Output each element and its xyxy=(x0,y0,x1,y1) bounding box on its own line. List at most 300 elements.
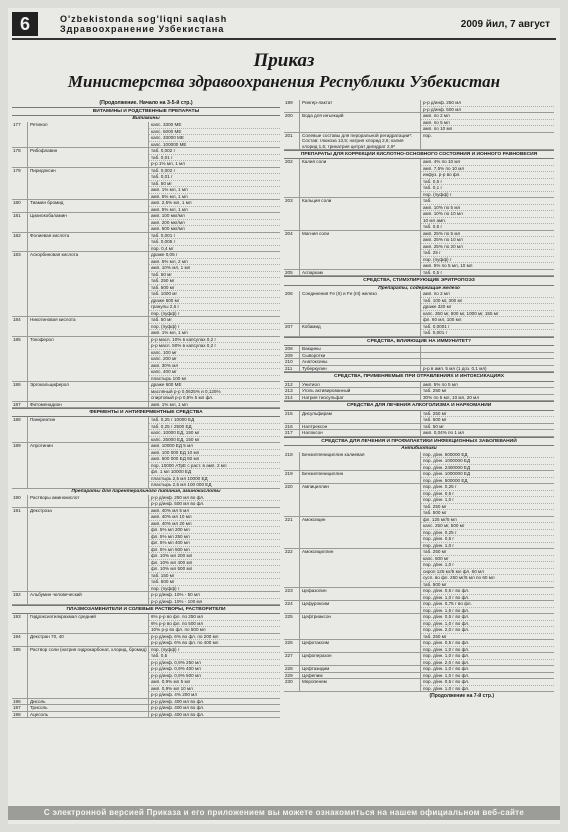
dosage-form: амп. 1% мл, 1 мл xyxy=(151,330,188,335)
drug-name: Дисоль xyxy=(28,699,149,705)
dosage-forms xyxy=(421,133,554,150)
dosage-forms xyxy=(149,148,280,167)
dosage-form: амп. 1% мл, 1 мл xyxy=(151,401,188,407)
drug-entry-row xyxy=(284,198,554,231)
website-footer-banner: С электронной версией Приказа и его приложением вы можете ознакомиться на нашем официальном веб-сайте xyxy=(8,806,560,820)
drug-name: Никотиновая кислота xyxy=(28,317,149,336)
dosage-form: р-р в амп. 5 мл (1 доз. 0,1 мл) xyxy=(423,365,487,371)
dosage-forms xyxy=(149,592,280,604)
dosage-forms xyxy=(149,443,280,488)
entry-number: 225 xyxy=(284,614,300,639)
dosage-form: фл. 5% мл 250 мл xyxy=(149,534,280,541)
entry-number: 220 xyxy=(284,484,300,516)
dosage-form: пор. xyxy=(423,132,432,138)
entry-number: 188 xyxy=(12,417,28,442)
entry-number: 180 xyxy=(12,200,28,212)
section-heading: СРЕДСТВА, ПРИМЕНЯЕМЫЕ ПРИ ОТРАВЛЕНИЯХ И ИНТОКСИКАЦИЯХ xyxy=(284,372,554,381)
drug-entry-row xyxy=(284,324,554,337)
dosage-form: р-р д/инф. 6% во фл. по 400 мл xyxy=(151,640,219,646)
dosage-form: р-р д/инф. 0,9% 250 мл xyxy=(149,660,280,667)
dosage-form: 30% по 5 мл, 10 мл, 20 мл xyxy=(423,394,480,400)
dosage-forms xyxy=(149,712,280,718)
dosage-form: пор. д/ин. 2,0 г во фл. xyxy=(423,659,470,665)
dosage-form: фл. 10% мл 200 мл xyxy=(149,553,280,560)
entry-number: 222 xyxy=(284,549,300,587)
dosage-form: фл. 5% мл 400 мл xyxy=(149,540,280,547)
section-heading: ВИТАМИНЫ И РОДСТВЕННЫЕ ПРЕПАРАТЫ xyxy=(12,107,280,116)
dosage-form: амп. 200 мкг/мл xyxy=(149,220,280,227)
dosage-form: р-р д/инф. 500 мл во фл. xyxy=(151,501,205,506)
dosage-form: пор. д/ин. 0,5 г во фл. xyxy=(421,640,554,647)
dosage-form: пор. (пуфф) г xyxy=(149,647,280,654)
dosage-form: пор. (пуфф) г xyxy=(149,324,280,331)
dosage-form: таб. 150 мг xyxy=(149,573,280,580)
dosage-form: таб. 0,001 г xyxy=(423,330,448,336)
drug-entry-row xyxy=(12,337,280,383)
subsection-heading: Препараты, содержащие железо xyxy=(378,285,460,291)
drug-name: Уголь активированный xyxy=(300,388,421,394)
dosage-forms xyxy=(421,411,554,423)
entry-number: 192 xyxy=(12,592,28,604)
dosage-form: р-р д/инф. 10% - 50 мл xyxy=(149,592,280,599)
drug-entry-row xyxy=(12,213,280,233)
drug-name: Дисульфирам xyxy=(300,411,421,423)
dosage-form: пор. д/ин. 2,0 г во фл. xyxy=(421,627,554,634)
dosage-form: капс. 5000 МЕ xyxy=(149,129,280,136)
entry-number: 197 xyxy=(12,705,28,711)
entry-number: 217 xyxy=(284,430,300,436)
drug-name: Налоксон xyxy=(300,430,421,436)
ministry-title: Министерства здравоохранения Республики Узбекистан xyxy=(67,72,501,91)
newspaper-title-ru: Здравоохранение Узбекистана xyxy=(60,24,225,34)
dosage-form: амп. 5% по 5 мл xyxy=(423,381,458,387)
section-heading: СРЕДСТВА ДЛЯ ЛЕЧЕНИЯ И ПРОФИЛАКТИКИ ИНФЕКЦИОННЫХ ЗАБОЛЕВАНИЙ xyxy=(284,437,554,446)
dosage-form: капс. 400 мг xyxy=(149,369,280,376)
dosage-form xyxy=(421,346,554,352)
drug-entry-row xyxy=(12,647,280,699)
drug-name: Аскорбиновая кислота xyxy=(28,252,149,316)
drug-name: Сыворотки xyxy=(300,353,421,359)
dosage-form: таб. 50 мг xyxy=(149,181,280,188)
drug-entry-row xyxy=(284,588,554,601)
dosage-forms xyxy=(421,359,554,365)
drug-entry-row xyxy=(12,382,280,402)
newspaper-title-uz: O'zbekistonda sog'liqni saqlash xyxy=(60,14,228,24)
dosage-form: р-р масл. 10% в капсулах 0,2 г xyxy=(149,337,280,344)
entry-number: 181 xyxy=(12,213,28,232)
dosage-form: амп. 25% по 20 мл xyxy=(421,244,554,251)
dosage-form: капс. 100000 МЕ xyxy=(151,141,187,147)
dosage-form: пор. д/ин. 1,0 г во фл. xyxy=(421,653,554,660)
dosage-form: таб. 0,5 г xyxy=(421,179,554,186)
dosage-form: таб. 0,0001 г xyxy=(421,324,554,331)
entry-number: 205 xyxy=(284,270,300,276)
continuation-note: (Продолжение на 7-й стр.) xyxy=(429,693,494,700)
dosage-form: пор. д/ин. 0,75 г во фл. xyxy=(421,601,554,608)
drug-entry-row xyxy=(12,495,280,508)
drug-name: Ацесоль xyxy=(28,712,149,718)
dosage-form: сироп 125 мг/5 мл фл. 60 мл xyxy=(421,569,554,576)
dosage-forms xyxy=(149,402,280,408)
drug-entry-row xyxy=(284,679,554,692)
entry-number: 216 xyxy=(284,424,300,430)
drug-name: Аспаркам xyxy=(300,270,421,276)
dosage-form: таб. 0,001 г xyxy=(149,233,280,240)
newspaper-page xyxy=(8,8,560,824)
section-heading: ПЛАЗМОЗАМЕНИТЕЛИ И СОЛЕВЫЕ РАСТВОРЫ, РАСТВОРИТЕЛИ xyxy=(12,605,280,614)
dosage-forms xyxy=(421,366,554,372)
dosage-form: амп. 7,5% по 10 мл xyxy=(421,166,554,173)
dosage-form: амп. 0,04% по 1 мл xyxy=(423,430,465,436)
dosage-form: масляный р-р 0,0625% и 0,125% xyxy=(149,389,280,396)
dosage-form: пластырь 2,5 мл 100 000 ЕД xyxy=(151,482,212,488)
subsection-heading: Витамины xyxy=(132,116,160,122)
drug-name: Налтрексон xyxy=(300,424,421,430)
dosage-form: 10 мл амп. xyxy=(421,218,554,225)
dosage-forms xyxy=(149,213,280,232)
drug-name: Анатоксины xyxy=(300,359,421,365)
dosage-form: амп. 100 мкг/мл xyxy=(149,213,280,220)
dosage-forms xyxy=(421,601,554,613)
drug-entry-row xyxy=(284,100,554,113)
dosage-forms xyxy=(421,324,554,336)
dosage-form: капс. 3300 МЕ xyxy=(149,122,280,129)
dosage-forms xyxy=(421,270,554,276)
dosage-form: пор. д/ин. 1,0 г xyxy=(421,497,554,504)
drug-name: Рингер-лактат xyxy=(300,100,421,112)
drug-name: Ретинол xyxy=(28,122,149,147)
dosage-form: амп. 2,5% мл, 1 мл xyxy=(149,200,280,207)
drug-name: Кобамид xyxy=(300,324,421,336)
dosage-form: р-р д/инф. 400 мл во фл. xyxy=(151,711,205,717)
dosage-form: амп. по 2 мл xyxy=(421,291,554,298)
continuation-note: (Продолжение. Начало на 3-5-й стр.) xyxy=(99,100,193,106)
dosage-form: амп. 0,9% мл 10 мл xyxy=(149,686,280,693)
entry-number: 209 xyxy=(284,353,300,359)
drug-name: Ампициллин xyxy=(300,484,421,516)
entry-number: 202 xyxy=(284,159,300,197)
dosage-forms xyxy=(149,634,280,646)
dosage-form: пор. д/ин. 500000 ЕД xyxy=(423,477,468,483)
entry-number: 194 xyxy=(12,634,28,646)
dosage-form: пор. д/ин. 1,0 г во фл. xyxy=(423,672,470,678)
dosage-form: р-р д/инф. 10% - 100 мл xyxy=(151,598,203,604)
dosage-forms xyxy=(149,705,280,711)
dosage-forms xyxy=(421,424,554,430)
dosage-form: таб. 100 мг, 300 мг xyxy=(421,298,554,305)
dosage-form: драже 500 мг xyxy=(149,298,280,305)
entry-number: 200 xyxy=(284,113,300,132)
drug-name: Вода для инъекций xyxy=(300,113,421,132)
dosage-forms xyxy=(421,588,554,600)
dosage-forms xyxy=(421,614,554,639)
dosage-form: амп. 40% мл 20 мл xyxy=(149,521,280,528)
dosage-form: амп. по 2 мл xyxy=(421,113,554,120)
dosage-form: пор. д/ин. 0,25 г xyxy=(421,530,554,537)
dosage-form: капс. 33000 МЕ xyxy=(149,135,280,142)
dosage-form: амп. 500 мкг/мл xyxy=(151,226,185,231)
dosage-form: таб. 500 мг xyxy=(149,285,280,292)
dosage-form: таб. 250 мг xyxy=(423,633,447,639)
drug-entry-row xyxy=(12,233,280,253)
dosage-forms xyxy=(421,100,554,112)
drug-name: Цефуроксим xyxy=(300,601,421,613)
dosage-form: амп. 100 000 ЕД 10 мл xyxy=(149,450,280,457)
drug-entry-row xyxy=(284,159,554,198)
dosage-form: р-р д/инф. 500 мл xyxy=(423,106,462,112)
entry-number: 199 xyxy=(284,100,300,112)
dosage-form: пор. д/ин. 0,5 г во фл. xyxy=(421,588,554,595)
dosage-forms xyxy=(149,168,280,200)
entry-number: 219 xyxy=(284,471,300,483)
entry-number: 221 xyxy=(284,517,300,549)
drug-entry-row xyxy=(284,549,554,588)
dosage-form: р-р д/инф. 250 мл во фл. xyxy=(149,495,280,502)
dosage-form: 6% р-р во фл. по 250 мл xyxy=(149,614,280,621)
section-heading: ФЕРМЕНТЫ И АНТИФЕРМЕНТНЫЕ СРЕДСТВА xyxy=(12,408,280,417)
dosage-form: р-р 1% мл, 1 мл xyxy=(151,161,185,166)
dosage-forms xyxy=(421,395,554,401)
left-column xyxy=(12,100,280,718)
drug-name: Раствор соли (натрия гидрокарбонат, хлорид, бромид) xyxy=(28,647,149,698)
drug-name: Панкреатин xyxy=(28,417,149,442)
dosage-forms xyxy=(421,673,554,679)
dosage-form: пор. д/ин. 1,0 г во фл. xyxy=(423,646,470,652)
section-heading: СРЕДСТВА, СТИМУЛИРУЮЩИЕ ЭРИТРОПОЭЗ xyxy=(284,276,554,285)
dosage-form: амп. 10% мл, 1 мл xyxy=(149,265,280,272)
dosage-form: таб. 50 мг xyxy=(423,423,445,429)
dosage-form: таб. 0,25 г 10000 ЕД xyxy=(149,417,280,424)
dosage-form: фл. 1 мл 10000 ЕД xyxy=(149,469,280,476)
dosage-form: пор. д/ин. 1,0 г во фл. xyxy=(423,685,470,691)
section-heading: СРЕДСТВА, ВЛИЯЮЩИЕ НА ИММУНИТЕТ? xyxy=(284,337,554,346)
dosage-form: фл. 10% мл 500 мл xyxy=(149,566,280,573)
dosage-forms xyxy=(149,647,280,698)
dosage-form: таб. 500 мг xyxy=(149,579,280,586)
dosage-form: капс. 250 мг, 500 мг xyxy=(421,523,554,530)
dosage-forms xyxy=(421,113,554,132)
dosage-form: пор. д/ин. 1000000 ЕД xyxy=(421,458,554,465)
dosage-form: амп. 5% мл, 1 мл xyxy=(151,206,188,212)
dosage-form: амп. по 5 мл xyxy=(421,120,554,127)
dosage-form: таб. 250 мг xyxy=(423,388,447,394)
entry-number: 206 xyxy=(284,291,300,323)
drug-entry-row xyxy=(284,640,554,653)
drug-name: Цефтриаксон xyxy=(300,614,421,639)
drug-entry-row xyxy=(284,133,554,151)
drug-name: Цефепим xyxy=(300,673,421,679)
dosage-forms xyxy=(421,666,554,672)
entry-number: 226 xyxy=(284,640,300,652)
entry-number: 208 xyxy=(284,346,300,352)
dosage-form: фл. 5% мл 200 мл xyxy=(149,527,280,534)
dosage-form: таб. 50 мг xyxy=(149,272,280,279)
drug-entry-row xyxy=(12,200,280,213)
entry-number: 224 xyxy=(284,601,300,613)
dosage-form: р-р д/инф. 400 мл во фл. xyxy=(151,705,205,711)
dosage-form: фл. 60 мл, 100 мл xyxy=(423,317,462,323)
dosage-forms xyxy=(421,679,554,691)
dosage-form: таб. 0,002 г xyxy=(149,148,280,155)
drug-name: Трисоль xyxy=(28,705,149,711)
dosage-form: таб. 0,1 г xyxy=(421,185,554,192)
order-title: Приказ xyxy=(253,50,315,71)
drug-name: Солевые составы для пероральной регидратации*: Состав: глюкоза 13,5; натрия хлорид 2,6; калия хлорид 1,5; тринатрия цитрат дигидрат 2,9* xyxy=(300,133,421,150)
drug-entry-row xyxy=(12,417,280,443)
dosage-form: амп. 25% по 5 мл xyxy=(421,231,554,238)
drug-entry-row xyxy=(284,517,554,550)
dosage-form: пор. д/ин. 0,5 г xyxy=(421,536,554,543)
drug-name: Альбумин человеческий xyxy=(28,592,149,604)
dosage-forms xyxy=(149,382,280,401)
dosage-forms xyxy=(149,417,280,442)
page-number: 6 xyxy=(12,12,38,36)
dosage-form: р-р д/инф. 400 мл во фл. xyxy=(151,698,205,704)
drug-name: Бензилпенициллин калиевая xyxy=(300,452,421,471)
drug-entry-row xyxy=(284,484,554,517)
dosage-form: р-р д/инф. 4% 200 мл xyxy=(151,692,198,698)
drug-name: Пиридоксин xyxy=(28,168,149,200)
dosage-form: пор. (пуфф) г xyxy=(151,310,180,316)
drug-name: Туберкулин xyxy=(300,366,421,372)
entry-number: 184 xyxy=(12,317,28,336)
dosage-form: пор. д/ин. 1,0 г xyxy=(421,562,554,569)
entry-number: 189 xyxy=(12,443,28,488)
drug-entry-row xyxy=(12,634,280,647)
dosage-form: пор. д/ин. 0,5 г во фл. xyxy=(421,614,554,621)
dosage-form: амп. 0,9% мл 5 мл xyxy=(149,679,280,686)
drug-name: Натрия тиосульфат xyxy=(300,395,421,401)
drug-entry-row xyxy=(12,614,280,634)
dosage-form: пор. д/ин. 0,5 г во фл. xyxy=(421,679,554,686)
entry-number: 178 xyxy=(12,148,28,167)
drug-entry-row xyxy=(284,471,554,484)
issue-date: 2009 йил, 7 август xyxy=(460,19,550,30)
drug-name: Рибофлавин xyxy=(28,148,149,167)
dosage-form: таб. 0,01 г xyxy=(149,155,280,162)
dosage-form: пор. д/ин. 0,25 г xyxy=(421,484,554,491)
drug-name: Калия соли xyxy=(300,159,421,197)
dosage-form: пор. д/ин. 1,0 г во фл. xyxy=(423,666,470,672)
drug-name: Гидроксиэтилкрахмал средний xyxy=(28,614,149,633)
drug-entry-row xyxy=(284,601,554,614)
dosage-form: капс. 10000 ЕД, 150 мг xyxy=(149,430,280,437)
dosage-form: амп. 5% мл, 1 мл xyxy=(151,193,188,199)
entry-number: 191 xyxy=(12,508,28,592)
dosage-form: амп. 10% по 5 мл xyxy=(421,205,554,212)
drug-name: Унитиол xyxy=(300,382,421,388)
drug-name: Тиамин бромид xyxy=(28,200,149,212)
dosage-form: капс. 25000 ЕД, 150 мг xyxy=(151,436,200,442)
drug-entry-row xyxy=(284,653,554,666)
entry-number: 193 xyxy=(12,614,28,633)
entry-number: 210 xyxy=(284,359,300,365)
dosage-forms xyxy=(149,614,280,633)
dosage-form: пор. (пуфф) г xyxy=(151,585,180,591)
dosage-form: таб. xyxy=(421,198,554,205)
drug-entry-row xyxy=(12,443,280,489)
drug-entry-row xyxy=(12,508,280,593)
dosage-form: таб. 500 мг xyxy=(423,510,447,516)
dosage-form: таб. 0,01 г xyxy=(149,174,280,181)
dosage-forms xyxy=(149,508,280,592)
dosage-form: таб. 0,002 г xyxy=(149,168,280,175)
entry-number: 186 xyxy=(12,382,28,401)
dosage-form: пор. д/ин. 1,0 г во фл. xyxy=(423,594,470,600)
dosage-forms xyxy=(421,471,554,483)
entry-number: 215 xyxy=(284,411,300,423)
drug-entry-row xyxy=(284,231,554,270)
dosage-forms xyxy=(149,200,280,212)
dosage-forms xyxy=(149,122,280,147)
dosage-form: пор. (пуфф) г xyxy=(423,191,452,197)
dosage-form: драже 320 мг xyxy=(421,304,554,311)
dosage-form: таб. 500 мг xyxy=(423,581,447,587)
dosage-form: фл. 125 мг/5 мл xyxy=(421,517,554,524)
drug-name: Цефоперазон xyxy=(300,653,421,665)
dosage-form: пластырь 2,5 мл 10000 ЕД xyxy=(149,476,280,483)
drug-name: Соединения Fe (II) и Fe (III) железо xyxy=(300,291,421,323)
dosage-forms xyxy=(421,382,554,388)
drug-name: Амоксицин xyxy=(300,517,421,549)
entry-number: 207 xyxy=(284,324,300,336)
dosage-form: пор. (пуфф) г xyxy=(421,257,554,264)
dosage-form: капс. 350 мг, 500 мг, 1000 мг, 155 мг xyxy=(421,311,554,318)
dosage-form: пластырь 100 мг xyxy=(151,375,187,381)
dosage-forms xyxy=(421,653,554,665)
entry-number: 228 xyxy=(284,666,300,672)
drug-name: Амоксициллин xyxy=(300,549,421,587)
subsection-heading: Препараты для парентерального питания, аминокислоты xyxy=(71,488,221,494)
dosage-form xyxy=(421,359,554,365)
dosage-form: пор. д/ин. 500000 ЕД xyxy=(421,452,554,459)
drug-entry-row xyxy=(284,411,554,424)
dosage-form: амп. 5% по 5 мл, 10 мл xyxy=(423,263,473,269)
entry-number: 214 xyxy=(284,395,300,401)
entry-number: 227 xyxy=(284,653,300,665)
dosage-form: амп. 25% по 10 мл xyxy=(421,237,554,244)
dosage-form: 10% р-р во фл. по 500 мл xyxy=(151,627,206,633)
entry-number: 187 xyxy=(12,402,28,408)
dosage-forms xyxy=(421,430,554,436)
drug-name: Токоферол xyxy=(28,337,149,382)
drug-entry-row xyxy=(12,252,280,317)
dosage-forms xyxy=(421,549,554,587)
drug-name: Кальция соли xyxy=(300,198,421,230)
entry-number: 204 xyxy=(284,231,300,269)
dosage-forms xyxy=(421,388,554,394)
dosage-form: р-р д/инф. 0,9% 400 мл xyxy=(149,666,280,673)
dosage-form: таб. 250 мг xyxy=(421,411,554,418)
dosage-forms xyxy=(421,159,554,197)
dosage-forms xyxy=(149,252,280,316)
drug-entry-row xyxy=(12,148,280,168)
drug-name: Фитоменадион xyxy=(28,402,149,408)
dosage-form: амп. 30% мл xyxy=(149,363,280,370)
drug-name: Бензилпенициллин xyxy=(300,471,421,483)
dosage-forms xyxy=(421,346,554,352)
dosage-form: таб. 500 мг xyxy=(423,417,447,423)
drug-entry-row xyxy=(284,452,554,472)
entry-number: 211 xyxy=(284,366,300,372)
dosage-form: таб. 25 г xyxy=(421,250,554,257)
drug-name: Декстроза xyxy=(28,508,149,592)
section-heading: ПРЕПАРАТЫ ДЛЯ КОРРЕКЦИИ КИСЛОТНО-ОСНОВНОГО СОСТОЯНИЯ И ИОННОГО РАВНОВЕСИЯ xyxy=(284,150,554,159)
page-header xyxy=(8,8,560,40)
drug-entry-row xyxy=(12,592,280,605)
dosage-form: амп. по 10 мл xyxy=(423,126,453,131)
entry-number: 183 xyxy=(12,252,28,316)
